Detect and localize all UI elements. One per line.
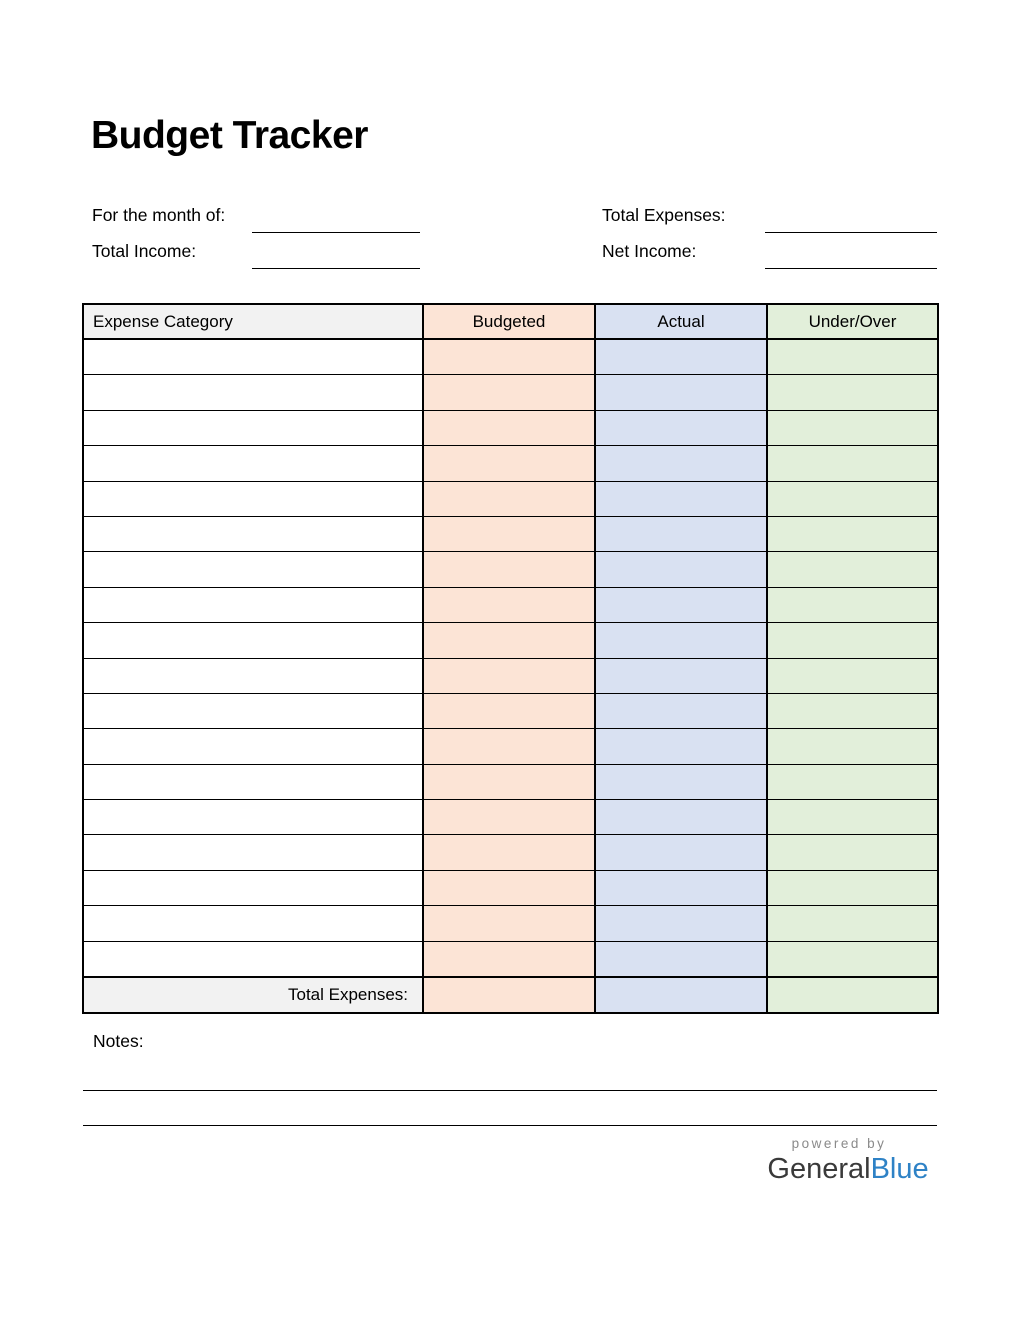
actual-cell[interactable]	[595, 339, 767, 375]
table-row	[83, 906, 938, 941]
actual-cell[interactable]	[595, 623, 767, 658]
net-income-field-input-line[interactable]	[765, 268, 937, 269]
actual-cell[interactable]	[595, 800, 767, 835]
net-income-field-label: Net Income:	[602, 241, 697, 261]
table-row	[83, 729, 938, 764]
actual-cell[interactable]	[595, 906, 767, 941]
budgeted-cell[interactable]	[423, 658, 595, 693]
budgeted-cell[interactable]	[423, 800, 595, 835]
under-over-cell[interactable]	[767, 693, 938, 728]
expense-category-cell[interactable]	[83, 446, 423, 481]
table-row	[83, 410, 938, 445]
table-row	[83, 800, 938, 835]
expense-category-cell[interactable]	[83, 481, 423, 516]
under-over-cell[interactable]	[767, 481, 938, 516]
under-over-cell[interactable]	[767, 800, 938, 835]
expense-category-cell[interactable]	[83, 410, 423, 445]
expense-category-cell[interactable]	[83, 623, 423, 658]
total-expenses-field-label: Total Expenses:	[602, 205, 726, 225]
under-over-cell[interactable]	[767, 658, 938, 693]
under-over-cell[interactable]	[767, 764, 938, 799]
table-header-row	[83, 304, 938, 339]
table-row	[83, 339, 938, 375]
under-over-cell[interactable]	[767, 410, 938, 445]
general-blue-logo	[758, 1136, 938, 1186]
expense-category-cell[interactable]	[83, 870, 423, 905]
logo-general-text: General	[767, 1153, 871, 1185]
budgeted-cell[interactable]	[423, 941, 595, 977]
under-over-cell[interactable]	[767, 446, 938, 481]
actual-cell[interactable]	[595, 446, 767, 481]
table-row	[83, 587, 938, 622]
month-field-label: For the month of:	[92, 205, 226, 225]
table-row	[83, 446, 938, 481]
expense-category-cell[interactable]	[83, 587, 423, 622]
powered-by-text: powered by	[791, 1136, 887, 1151]
under-over-cell[interactable]	[767, 587, 938, 622]
expense-category-cell[interactable]	[83, 729, 423, 764]
under-over-cell[interactable]	[767, 906, 938, 941]
total-under-over-cell[interactable]	[767, 977, 938, 1013]
table-row	[83, 835, 938, 870]
notes-label: Notes:	[93, 1031, 144, 1051]
expense-table	[82, 303, 939, 1014]
under-over-cell[interactable]	[767, 941, 938, 977]
budgeted-cell[interactable]	[423, 764, 595, 799]
expense-category-cell[interactable]	[83, 693, 423, 728]
table-row	[83, 516, 938, 551]
table-row	[83, 764, 938, 799]
month-field-input-line[interactable]	[252, 232, 420, 233]
under-over-cell[interactable]	[767, 552, 938, 587]
actual-cell[interactable]	[595, 552, 767, 587]
actual-cell[interactable]	[595, 835, 767, 870]
budgeted-cell[interactable]	[423, 835, 595, 870]
budgeted-cell[interactable]	[423, 410, 595, 445]
page-title: Budget Tracker	[91, 114, 368, 157]
expense-category-cell[interactable]	[83, 800, 423, 835]
notes-line-1[interactable]	[83, 1090, 937, 1091]
table-row	[83, 623, 938, 658]
expense-category-cell[interactable]	[83, 516, 423, 551]
budgeted-cell[interactable]	[423, 693, 595, 728]
budgeted-cell[interactable]	[423, 587, 595, 622]
expense-category-cell[interactable]	[83, 339, 423, 375]
budgeted-cell[interactable]	[423, 339, 595, 375]
under-over-cell[interactable]	[767, 339, 938, 375]
total-actual-cell[interactable]	[595, 977, 767, 1013]
table-row	[83, 481, 938, 516]
expense-category-cell[interactable]	[83, 764, 423, 799]
expense-category-cell[interactable]	[83, 552, 423, 587]
actual-cell[interactable]	[595, 658, 767, 693]
budgeted-cell[interactable]	[423, 870, 595, 905]
expense-category-cell[interactable]	[83, 906, 423, 941]
budgeted-cell[interactable]	[423, 552, 595, 587]
total-expenses-row	[83, 977, 938, 1013]
table-row	[83, 693, 938, 728]
header-under-over: Under/Over	[767, 304, 938, 339]
actual-cell[interactable]	[595, 870, 767, 905]
total-income-field-label: Total Income:	[92, 241, 197, 261]
under-over-cell[interactable]	[767, 835, 938, 870]
actual-cell[interactable]	[595, 764, 767, 799]
notes-line-2[interactable]	[83, 1125, 937, 1126]
under-over-cell[interactable]	[767, 729, 938, 764]
table-row	[83, 870, 938, 905]
total-budgeted-cell[interactable]	[423, 977, 595, 1013]
logo-blue-text: Blue	[870, 1153, 929, 1185]
budgeted-cell[interactable]	[423, 906, 595, 941]
header-expense-category: Expense Category	[83, 304, 423, 339]
budgeted-cell[interactable]	[423, 446, 595, 481]
actual-cell[interactable]	[595, 693, 767, 728]
actual-cell[interactable]	[595, 587, 767, 622]
brand-wordmark	[758, 1152, 938, 1186]
table-row	[83, 658, 938, 693]
table-row	[83, 941, 938, 977]
total-expenses-field-input-line[interactable]	[765, 232, 937, 233]
actual-cell[interactable]	[595, 729, 767, 764]
actual-cell[interactable]	[595, 941, 767, 977]
expense-category-cell[interactable]	[83, 835, 423, 870]
header-budgeted: Budgeted	[423, 304, 595, 339]
total-expenses-label-cell: Total Expenses:	[83, 977, 423, 1013]
table-row	[83, 552, 938, 587]
budgeted-cell[interactable]	[423, 481, 595, 516]
budgeted-cell[interactable]	[423, 623, 595, 658]
actual-cell[interactable]	[595, 375, 767, 410]
budgeted-cell[interactable]	[423, 729, 595, 764]
expense-category-cell[interactable]	[83, 941, 423, 977]
header-actual: Actual	[595, 304, 767, 339]
expense-category-cell[interactable]	[83, 658, 423, 693]
actual-cell[interactable]	[595, 481, 767, 516]
total-income-field-input-line[interactable]	[252, 268, 420, 269]
actual-cell[interactable]	[595, 410, 767, 445]
actual-cell[interactable]	[595, 516, 767, 551]
table-row	[83, 375, 938, 410]
under-over-cell[interactable]	[767, 516, 938, 551]
under-over-cell[interactable]	[767, 870, 938, 905]
budgeted-cell[interactable]	[423, 375, 595, 410]
budgeted-cell[interactable]	[423, 516, 595, 551]
under-over-cell[interactable]	[767, 623, 938, 658]
expense-category-cell[interactable]	[83, 375, 423, 410]
under-over-cell[interactable]	[767, 375, 938, 410]
expense-table-body	[83, 339, 938, 977]
